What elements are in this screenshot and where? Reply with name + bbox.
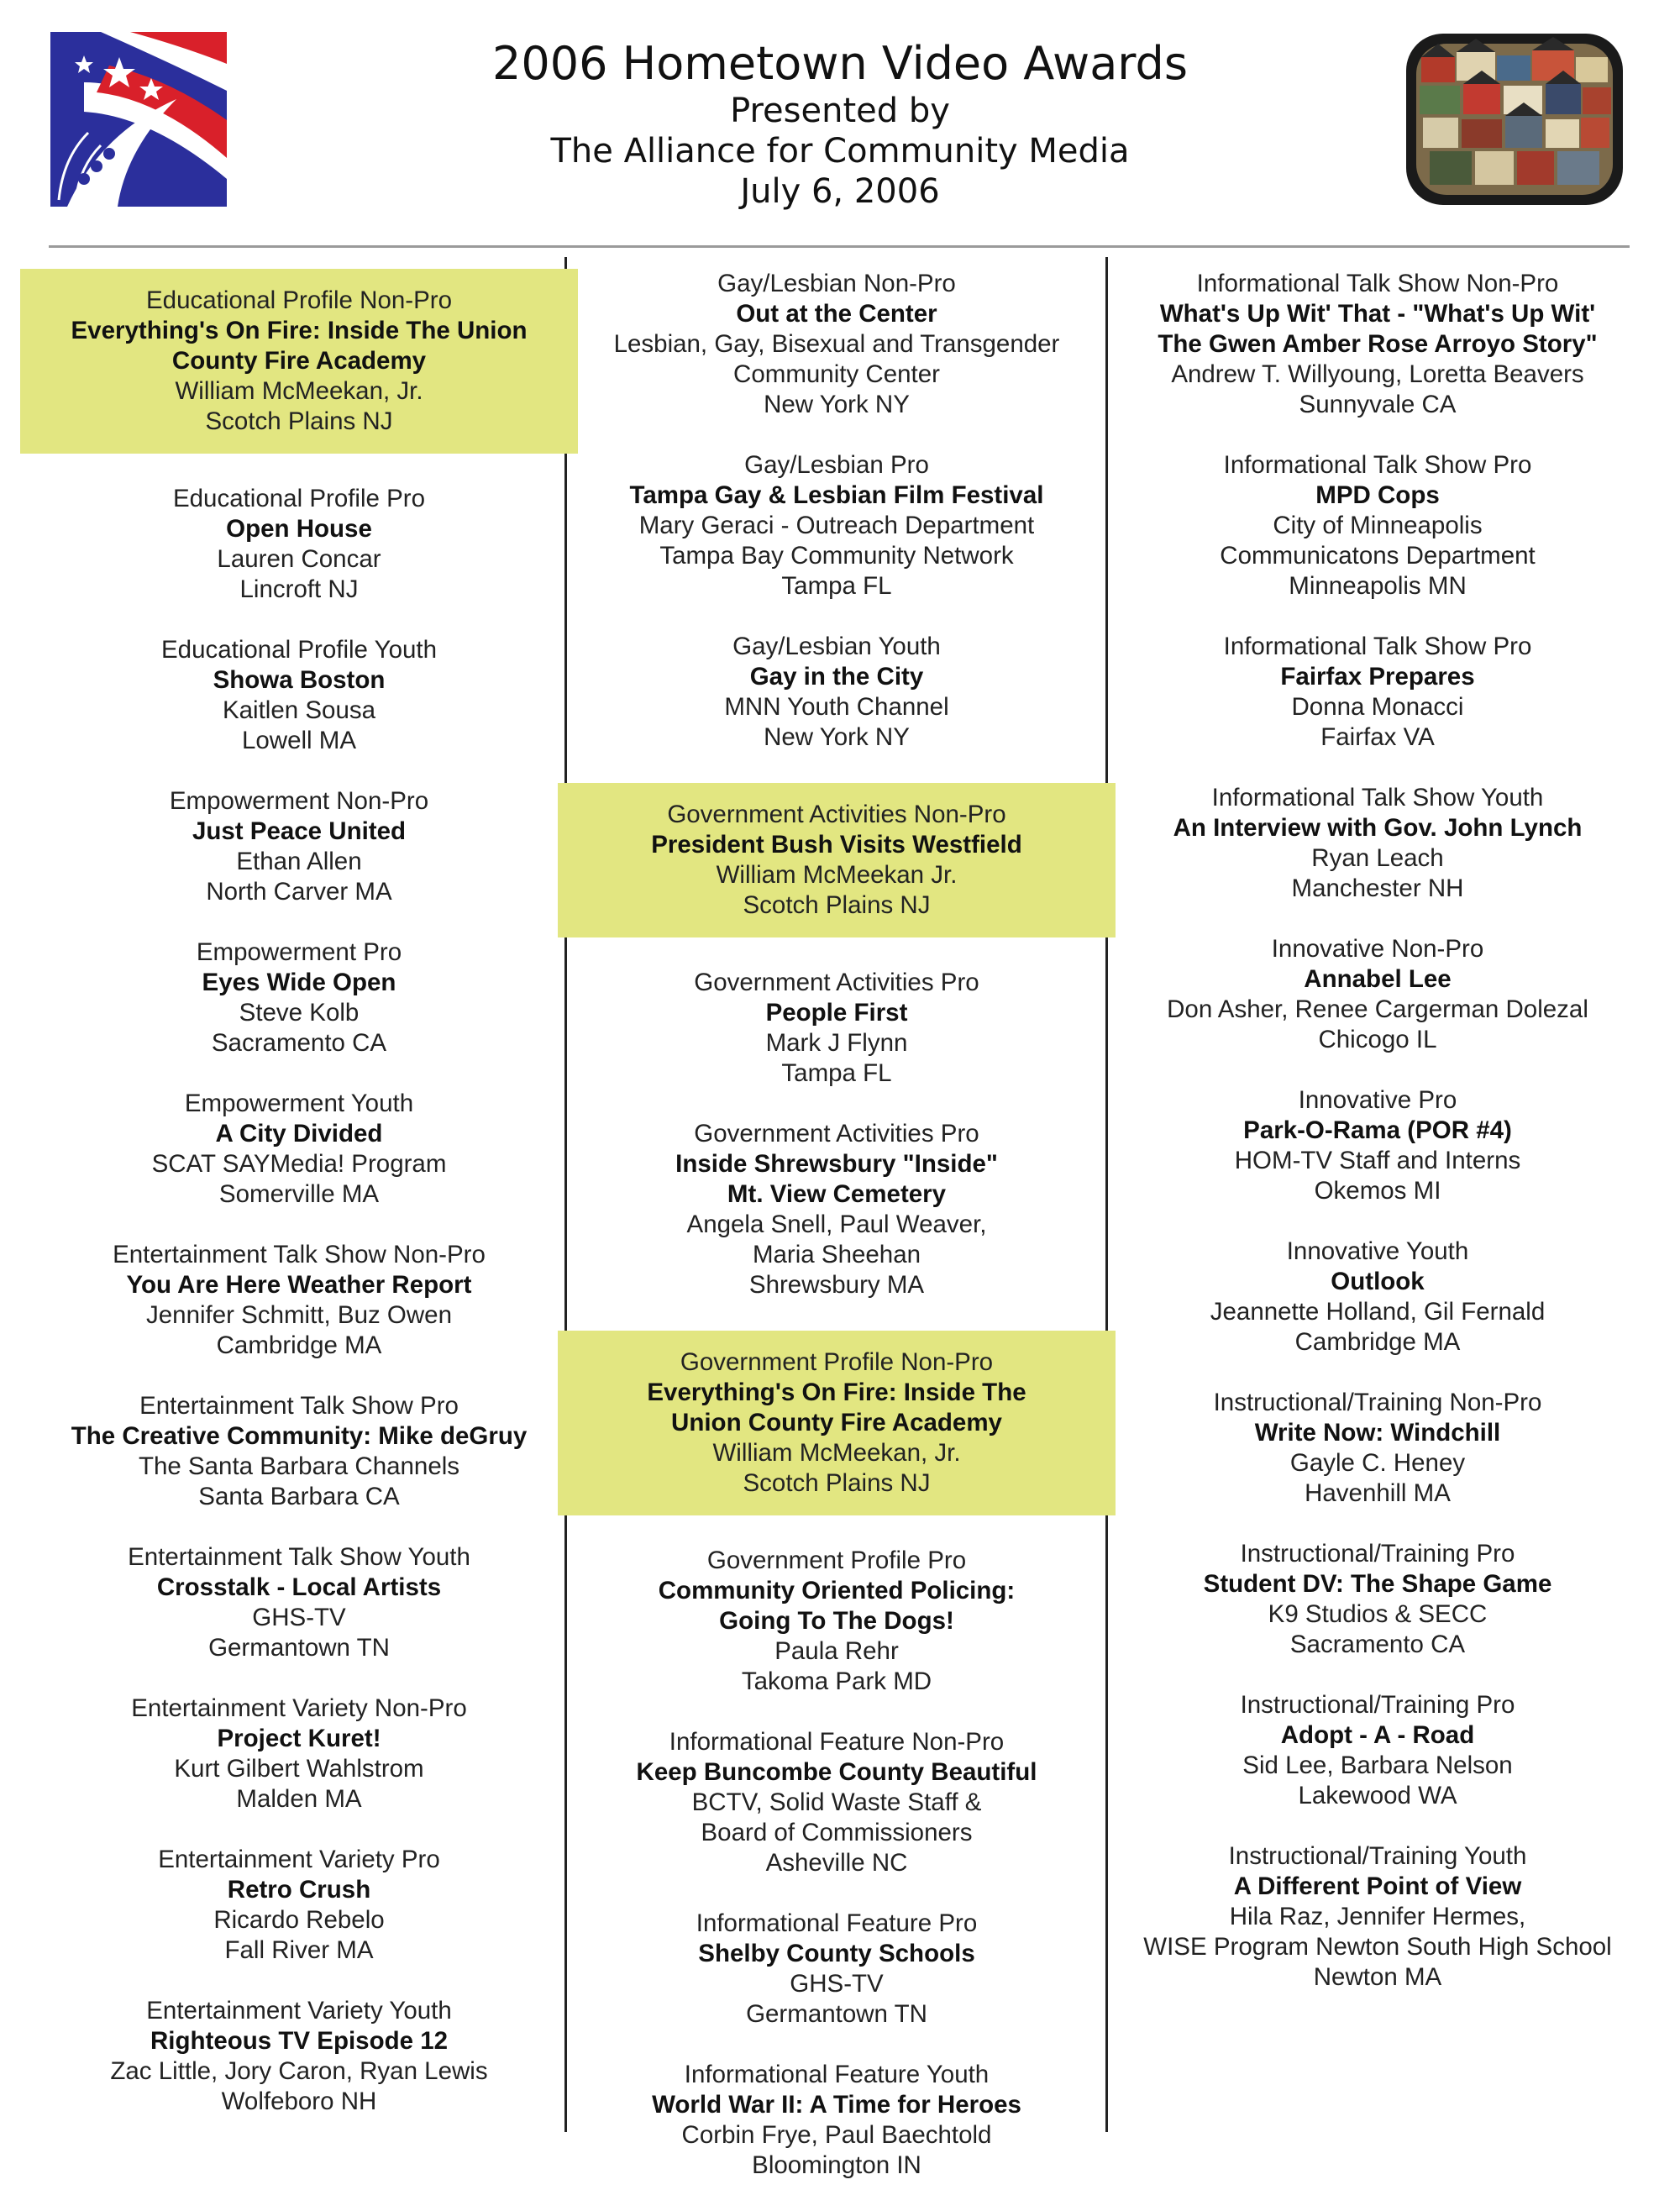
award-category: Government Profile Non-Pro (680, 1348, 994, 1376)
award-category: Informational Talk Show Non-Pro (1196, 270, 1559, 297)
award-recipient: Corbin Frye, Paul Baechtold (681, 2121, 992, 2149)
award-title: Adopt - A - Road (1280, 1721, 1475, 1749)
award-entry (1109, 783, 1646, 904)
award-title: World War II: A Time for Heroes (652, 2091, 1021, 2119)
award-recipient: Mary Geraci - Outreach Department (638, 512, 1035, 539)
award-title: Everything's On Fire: Inside The (647, 1379, 1026, 1406)
award-location: Tampa FL (781, 1059, 892, 1087)
award-title: Showa Boston (213, 666, 386, 694)
award-entry (1109, 1237, 1646, 1358)
award-title: A Different Point of View (1233, 1872, 1522, 1900)
event-date: July 6, 2006 (740, 172, 940, 211)
award-title: Park-O-Rama (POR #4) (1243, 1116, 1512, 1144)
award-title: President Bush Visits Westfield (651, 831, 1022, 859)
awards-column-3 (1109, 269, 1646, 2023)
award-location: Shrewsbury MA (748, 1271, 925, 1299)
award-location: Cambridge MA (1294, 1328, 1461, 1356)
award-entry (1109, 632, 1646, 753)
award-recipient: Gayle C. Heney (1289, 1449, 1466, 1477)
award-category: Empowerment Pro (196, 938, 402, 966)
award-category: Instructional/Training Pro (1240, 1691, 1515, 1719)
award-location: Havenhill MA (1305, 1479, 1451, 1507)
award-entry (30, 786, 568, 907)
award-title: A City Divided (215, 1120, 383, 1148)
award-category: Informational Talk Show Pro (1223, 451, 1532, 479)
award-location: Germantown TN (746, 2000, 927, 2028)
award-recipient: Kaitlen Sousa (222, 696, 376, 724)
award-entry (30, 1694, 568, 1814)
award-title: The Gwen Amber Rose Arroyo Story" (1158, 330, 1598, 358)
award-entry (568, 632, 1105, 753)
award-title: Just Peace United (192, 817, 407, 845)
award-title: Community Oriented Policing: (658, 1577, 1016, 1604)
award-category: Entertainment Variety Youth (146, 1997, 452, 2025)
award-recipient: SCAT SAYMedia! Program (151, 1150, 447, 1178)
award-category: Government Activities Non-Pro (667, 801, 1006, 828)
award-entry (1109, 934, 1646, 1055)
award-location: Chicogo IL (1318, 1026, 1437, 1053)
award-title: Inside Shrewsbury "Inside" (675, 1150, 998, 1178)
award-location: Sacramento CA (211, 1029, 387, 1057)
award-recipient: Mark J Flynn (765, 1029, 908, 1057)
award-category: Government Profile Pro (706, 1547, 967, 1574)
award-category: Innovative Youth (1286, 1237, 1469, 1265)
award-category: Entertainment Variety Pro (158, 1846, 440, 1873)
award-entry (30, 1845, 568, 1966)
award-location: Somerville MA (218, 1180, 380, 1208)
award-title: Open House (226, 515, 372, 543)
award-entry (568, 450, 1105, 601)
award-recipient: BCTV, Solid Waste Staff & (691, 1788, 982, 1816)
award-entry (568, 1909, 1105, 2030)
award-location: Sunnyvale CA (1299, 391, 1457, 418)
award-entry (1109, 1388, 1646, 1509)
award-recipient: Kurt Gilbert Wahlstrom (174, 1755, 424, 1783)
award-category: Gay/Lesbian Youth (732, 633, 941, 660)
award-location: Fairfax VA (1320, 723, 1435, 751)
award-entry (1109, 450, 1646, 601)
award-category: Innovative Pro (1298, 1086, 1457, 1114)
award-entry (30, 1996, 568, 2117)
award-entry (30, 937, 568, 1058)
award-title: Union County Fire Academy (671, 1409, 1002, 1436)
award-category: Innovative Non-Pro (1271, 935, 1484, 963)
award-category: Informational Feature Youth (684, 2061, 990, 2088)
awards-column-1 (30, 269, 568, 2147)
award-entry (30, 635, 568, 756)
award-title: County Fire Academy (171, 347, 427, 375)
award-category: Instructional/Training Non-Pro (1213, 1389, 1542, 1416)
award-location: Cambridge MA (216, 1331, 382, 1359)
award-recipient: The Santa Barbara Channels (138, 1452, 460, 1480)
award-location: Germantown TN (208, 1634, 390, 1662)
award-category: Government Activities Pro (694, 969, 979, 996)
award-entry (558, 1331, 1116, 1515)
award-recipient: GHS-TV (252, 1604, 346, 1631)
award-location: North Carver MA (206, 878, 392, 906)
award-entry (1109, 1690, 1646, 1811)
award-category: Entertainment Talk Show Non-Pro (113, 1241, 486, 1268)
award-recipient: City of Minneapolis (1273, 512, 1483, 539)
award-category: Gay/Lesbian Non-Pro (717, 270, 956, 297)
award-location: Okemos MI (1314, 1177, 1441, 1205)
award-recipient: K9 Studios & SECC (1268, 1600, 1488, 1628)
award-recipient: Steve Kolb (239, 999, 360, 1027)
award-title: Annabel Lee (1304, 965, 1452, 993)
award-category: Educational Profile Youth (160, 636, 438, 664)
award-title: Crosstalk - Local Artists (156, 1573, 442, 1601)
award-recipient: Ricardo Rebelo (213, 1906, 385, 1934)
award-category: Informational Talk Show Youth (1211, 784, 1544, 811)
award-title: Everything's On Fire: Inside The Union (71, 317, 528, 344)
award-entry (30, 484, 568, 605)
award-title: Project Kuret! (217, 1725, 381, 1752)
award-title: Fairfax Prepares (1280, 663, 1475, 691)
award-recipient: WISE Program Newton South High School (1143, 1933, 1612, 1961)
award-entry (1109, 1841, 1646, 1993)
award-recipient: MNN Youth Channel (724, 693, 949, 721)
award-title: Tampa Gay & Lesbian Film Festival (629, 481, 1044, 509)
award-category: Entertainment Talk Show Youth (128, 1543, 470, 1571)
award-location: Lakewood WA (1298, 1782, 1457, 1809)
award-recipient: Maria Sheehan (752, 1241, 921, 1268)
award-title: Out at the Center (736, 300, 937, 328)
award-entry (1109, 1085, 1646, 1206)
award-entry (30, 1391, 568, 1512)
award-category: Gay/Lesbian Pro (744, 451, 929, 479)
award-location: Scotch Plains NJ (205, 407, 393, 435)
award-location: Sacramento CA (1289, 1631, 1466, 1658)
award-location: Lincroft NJ (239, 575, 359, 603)
award-recipient: GHS-TV (790, 1970, 884, 1998)
award-entry (30, 1089, 568, 1210)
award-category: Educational Profile Non-Pro (145, 286, 453, 314)
award-recipient: HOM-TV Staff and Interns (1234, 1147, 1521, 1174)
award-entry (558, 783, 1116, 937)
award-location: Lowell MA (241, 727, 357, 754)
award-entry (568, 2060, 1105, 2181)
award-entry (30, 1542, 568, 1663)
award-title: Shelby County Schools (698, 1940, 975, 1967)
award-recipient: Jeannette Holland, Gil Fernald (1210, 1298, 1546, 1326)
award-entry (568, 1727, 1105, 1878)
award-category: Empowerment Non-Pro (169, 787, 429, 815)
award-location: Santa Barbara CA (198, 1483, 400, 1510)
award-title: What's Up Wit' That - "What's Up Wit' (1159, 300, 1596, 328)
award-title: An Interview with Gov. John Lynch (1173, 814, 1583, 842)
award-location: Asheville NC (765, 1849, 908, 1877)
award-entry (1109, 269, 1646, 420)
award-title: Student DV: The Shape Game (1203, 1570, 1552, 1598)
award-recipient: Andrew T. Willyoung, Loretta Beavers (1171, 360, 1584, 388)
award-location: Newton MA (1313, 1963, 1442, 1991)
header-divider (49, 245, 1630, 248)
award-recipient: Ethan Allen (236, 848, 362, 875)
award-location: Scotch Plains NJ (743, 1469, 931, 1497)
award-title: You Are Here Weather Report (126, 1271, 472, 1299)
column-divider-2 (1105, 257, 1108, 2132)
award-recipient: Community Center (733, 360, 940, 388)
award-title: Write Now: Windchill (1254, 1419, 1501, 1447)
award-title: Going To The Dogs! (719, 1607, 954, 1635)
award-recipient: Lauren Concar (217, 545, 381, 573)
award-entry (568, 269, 1105, 420)
award-location: Bloomington IN (752, 2151, 921, 2179)
award-recipient: William McMeekan, Jr. (712, 1439, 961, 1467)
award-category: Instructional/Training Pro (1240, 1540, 1515, 1568)
award-location: Fall River MA (224, 1936, 374, 1964)
award-entry (20, 269, 578, 454)
organization-name: The Alliance for Community Media (550, 132, 1130, 171)
award-recipient: Ryan Leach (1311, 844, 1444, 872)
award-title: Outlook (1331, 1268, 1425, 1295)
award-title: Mt. View Cemetery (727, 1180, 947, 1208)
award-category: Informational Feature Non-Pro (669, 1728, 1005, 1756)
award-category: Entertainment Talk Show Pro (139, 1392, 459, 1420)
award-recipient: Paula Rehr (774, 1637, 899, 1665)
award-recipient: Angela Snell, Paul Weaver, (686, 1211, 987, 1238)
award-recipient: Board of Commissioners (701, 1819, 973, 1846)
award-category: Educational Profile Pro (172, 485, 426, 512)
award-recipient: Zac Little, Jory Caron, Ryan Lewis (110, 2057, 488, 2085)
award-title: MPD Cops (1315, 481, 1440, 509)
award-recipient: Donna Monacci (1291, 693, 1464, 721)
award-entry (568, 1119, 1105, 1300)
award-category: Informational Feature Pro (696, 1909, 978, 1937)
award-title: The Creative Community: Mike deGruy (71, 1422, 528, 1450)
award-location: Scotch Plains NJ (743, 891, 931, 919)
award-entry (30, 1240, 568, 1361)
award-location: Takoma Park MD (741, 1667, 932, 1695)
award-location: New York NY (764, 723, 910, 751)
award-location: Tampa FL (781, 572, 892, 600)
award-location: Malden MA (236, 1785, 362, 1813)
award-entry (568, 1546, 1105, 1697)
document-title: 2006 Hometown Video Awards (492, 37, 1188, 90)
award-location: Wolfeboro NH (221, 2088, 377, 2115)
award-title: Gay in the City (749, 663, 924, 691)
award-category: Instructional/Training Youth (1228, 1842, 1527, 1870)
award-recipient: Tampa Bay Community Network (659, 542, 1014, 570)
award-title: People First (765, 999, 908, 1027)
award-recipient: Sid Lee, Barbara Nelson (1242, 1751, 1513, 1779)
award-recipient: Lesbian, Gay, Bisexual and Transgender (613, 330, 1060, 358)
award-recipient: William McMeekan, Jr. (175, 377, 423, 405)
award-recipient: Hila Raz, Jennifer Hermes, (1229, 1903, 1526, 1930)
award-category: Empowerment Youth (184, 1090, 414, 1117)
award-category: Government Activities Pro (694, 1120, 979, 1148)
award-title: Keep Buncombe County Beautiful (636, 1758, 1037, 1786)
award-entry (568, 968, 1105, 1089)
award-location: Minneapolis MN (1289, 572, 1467, 600)
award-title: Righteous TV Episode 12 (150, 2027, 449, 2055)
award-title: Retro Crush (227, 1876, 371, 1904)
award-entry (1109, 1539, 1646, 1660)
award-location: Manchester NH (1291, 874, 1464, 902)
award-recipient: William McMeekan Jr. (716, 861, 958, 889)
award-recipient: Don Asher, Renee Cargerman Dolezal (1167, 995, 1588, 1023)
award-category: Entertainment Variety Non-Pro (131, 1694, 467, 1722)
award-title: Eyes Wide Open (202, 969, 396, 996)
awards-column-2 (568, 269, 1105, 2211)
presented-by-line: Presented by (730, 92, 950, 130)
award-recipient: Jennifer Schmitt, Buz Owen (146, 1301, 452, 1329)
award-category: Informational Talk Show Pro (1223, 633, 1532, 660)
hometown-tv-logo (1404, 32, 1625, 207)
award-recipient: Communicatons Department (1220, 542, 1536, 570)
award-location: New York NY (764, 391, 910, 418)
